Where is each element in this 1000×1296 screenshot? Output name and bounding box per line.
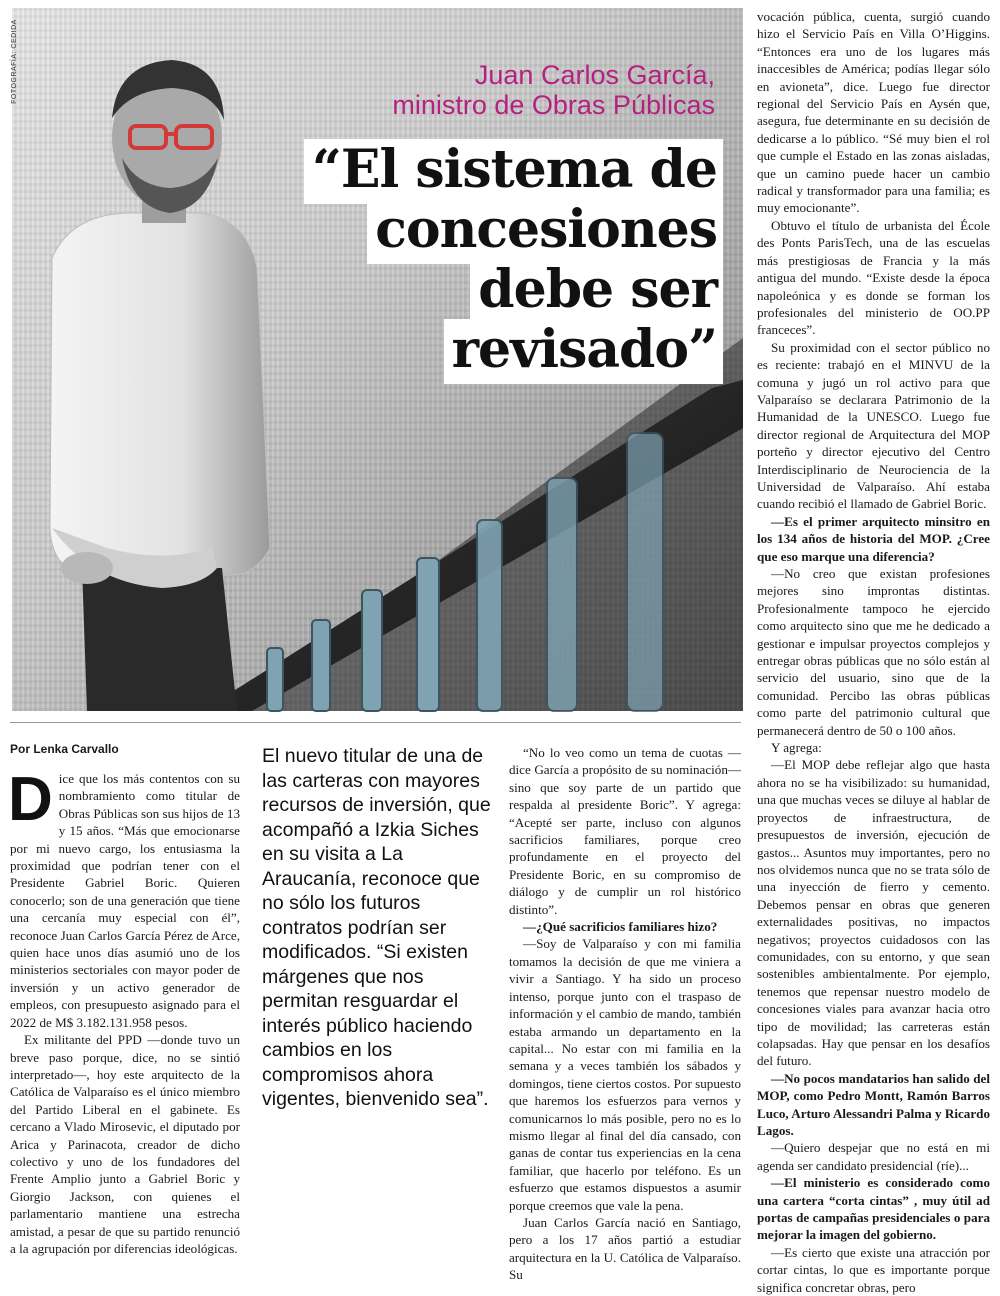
body-paragraph: Su proximidad con el sector público no es reciente: trabajó en el MINVU de la comuna y jugó un rol activo para que Valparaíso se declarara Patrimonio de la Humanidad de la UNESCO. Luego fue director regional de Arquitectura del MOP porteño y director ejecutivo del Centro Interdisciplinario de Neurociencia de la Universidad de Valparaíso. Ahí estaba cuando recibió el llamado de Gabriel Boric. [757, 339, 990, 512]
interview-question: —¿Qué sacrificios familiares hizo? [523, 919, 718, 935]
interview-question: —Es el primer arquitecto minsitro en los 134 años de historia del MOP. ¿Cree que eso marque una diferencia? [757, 513, 990, 564]
interview-question: —El ministerio es considerado como una cartera “corta cintas” , muy útil ad portas de campañas presidenciales o para mejorar la imagen del gobierno. [757, 1175, 990, 1243]
body-column-left [8, 765, 240, 1257]
byline: Por Lenka Carvallo [10, 742, 119, 756]
body-column-right [757, 8, 990, 1296]
body-paragraph: Obtuvo el título de urbanista del École des Ponts ParisTech, una de las escuelas más prestigiosas de Francia y la más antigua del mundo. “Existe desde la época napoleónica y es donde se forman los profesionales del ministerio de OO.PP franceces”. [757, 217, 990, 338]
divider [10, 722, 741, 723]
body-paragraph: —Quiero despejar que no está en mi agenda ser candidato presidencial (ríe)... [757, 1140, 990, 1173]
body-paragraph: Juan Carlos García nació en Santiago, pero a los 17 años partió a estudiar arquitectura en la U. Católica de Valparaíso. Su [509, 1214, 741, 1283]
kicker-role: ministro de Obras Públicas [392, 90, 715, 120]
hero-photo [12, 8, 743, 711]
body-paragraph: “No lo veo como un tema de cuotas —dice García a propósito de su nominación— sino que soy parte de un partido que respalda al presidente Boric”. Y agrega: “Acepté ser parte, incluso con algunos sacrificios familiares, porque creo profundamente en el proyecto del Presidente Boric, en su compromiso de diálogo y de cumplir un rol histórico distinto”. [509, 745, 741, 917]
body-column-middle [509, 744, 741, 1284]
body-paragraph: —El MOP debe reflejar algo que hasta ahora no se ha visibilizado: su humanidad, una que muchas veces se diluye al hablar de proyectos de infraestructura, de presupuestos de inversión, ejecución de gastos... Asuntos muy importantes, pero no nos olvidemos nunca que no se trata sólo de una inyección de fierro y cemento. Debemos pensar en obras que generen externalidades positivas, no impactos negativos; proyectos cuidadosos con las comunidades, con su entorno, y que sean sostenibles ambientalmente. Por ejemplo, tenemos que repensar nuestro modelo de concesiones viales para avanzar hacia otro tipo de movilidad; las carreteras están colapsadas. Hay que pensar en los desafíos del futuro. [757, 757, 990, 1069]
headline-text: “El sistema de concesiones debe ser revisado” [304, 139, 723, 384]
lede-text: El nuevo titular de una de las carteras con mayores recursos de inversión, que acompañó a Izkia Siches en su visita a La Araucanía, reconoce que no sólo los futuros contratos podrían ser modificados. “Si existen márgenes que nos permitan resguardar el interés público haciendo cambios en los compromisos ahora vigentes, bienvenido sea”. [262, 745, 491, 1110]
body-paragraph: vocación pública, cuenta, surgió cuando hizo el Servicio País en Villa O’Higgins. “Entonces era uno de los lugares más inaccesibles de América; podías llegar sólo en avioneta”, dice. Luego fue director regional del Servicio País en Aysén que, asegura, fue determinante en su decisión de dedicarse a lo público. “Sé muy bien el rol que cumple el Estado en las zonas aisladas, que un camino puede hacer un cambio radical y transformador para una familia; es muy emocionante”. [757, 9, 990, 216]
body-paragraph: —No creo que existan profesiones mejores sino improntas distintas. Profesionalmente tampoco he ejercido como arquitecto sino que me he dedicado a gestionar e impulsar proyectos complejos y entregar obras públicas que no sólo están al servicio del usuario, sino que de la comunidad. Percibo las obras públicas como parte del patrimonio cultural que permanecerá dentro de 50 o 100 años. [757, 566, 990, 738]
body-paragraph: —Es cierto que existe una atracción por cortar cintas, lo que es importante porque significa concretar obras, pero [757, 1244, 990, 1295]
photo-credit: FOTOGRAFÍA: CEDIDA [10, 19, 18, 104]
body-paragraph: —Soy de Valparaíso y con mi familia tomamos la decisión de que me viniera a vivir a Santiago. Y ha sido un proceso intenso, porque junto con el traspaso de información y el cambio de mando, también estaba armando un departamento en la capital... No estar con mi familia en la semana y a veces también los sábados y domingos, tiene ciertos costos. Por supuesto que haremos los esfuerzos para vernos y comunicarnos lo más posible, pero no es lo mismo llegar al final del día cansado, con ganas de contar tus experiencias en la cena familiar, que hacerlo por teléfono. Es un esfuerzo que estamos dispuestos a asumir porque creemos que vale la pena. [509, 936, 741, 1213]
headline-kicker [295, 60, 715, 120]
body-paragraph: Ex militante del PPD —donde tuvo un breve paso porque, dice, no se sintió interpretado—, hoy este arquitecto de la Católica de Valparaíso es el único miembro del Partido Liberal en el gabinete. Es cercano a Vlado Mirosevic, el diputado por Arica y Parinacota, creador de dicho colectivo y uno de los fundadores del Frente Amplio junto a Gabriel Boric y Giorgio Jackson, con quienes el parlamentario mantiene una estrecha amistad, a pesar de que su partido renunció a la agrupación por diferencias ideológicas. [10, 1032, 240, 1256]
kicker-name: Juan Carlos García, [474, 60, 715, 90]
body-paragraph: Dice que los más contentos con su nombramiento como titular de Obras Públicas son sus hijos de 13 y 15 años. “Más que emocionarse por mi nuevo cargo, los entusiasma la proximidad que podrían tener con el Presidente Gabriel Boric. Quieren conocerlo; son de una generación que tiene una cercanía muy especial con él”, reconoce Juan Carlos García Pérez de Arce, quien hace unos días asumió uno de los ministerios sectoriales con mayor poder de inversión y un activo generador de empleos, con presupuesto asignado para el 2022 de M$ 3.182.131.958 pesos. [8, 765, 240, 1030]
drop-cap: D [8, 765, 53, 834]
headline [273, 140, 723, 380]
interview-question: —No pocos mandatarios han salido del MOP, como Pedro Montt, Ramón Barros Luco, Arturo Alessandri Palma y Ricardo Lagos. [757, 1070, 990, 1138]
body-paragraph: Y agrega: [771, 740, 822, 756]
